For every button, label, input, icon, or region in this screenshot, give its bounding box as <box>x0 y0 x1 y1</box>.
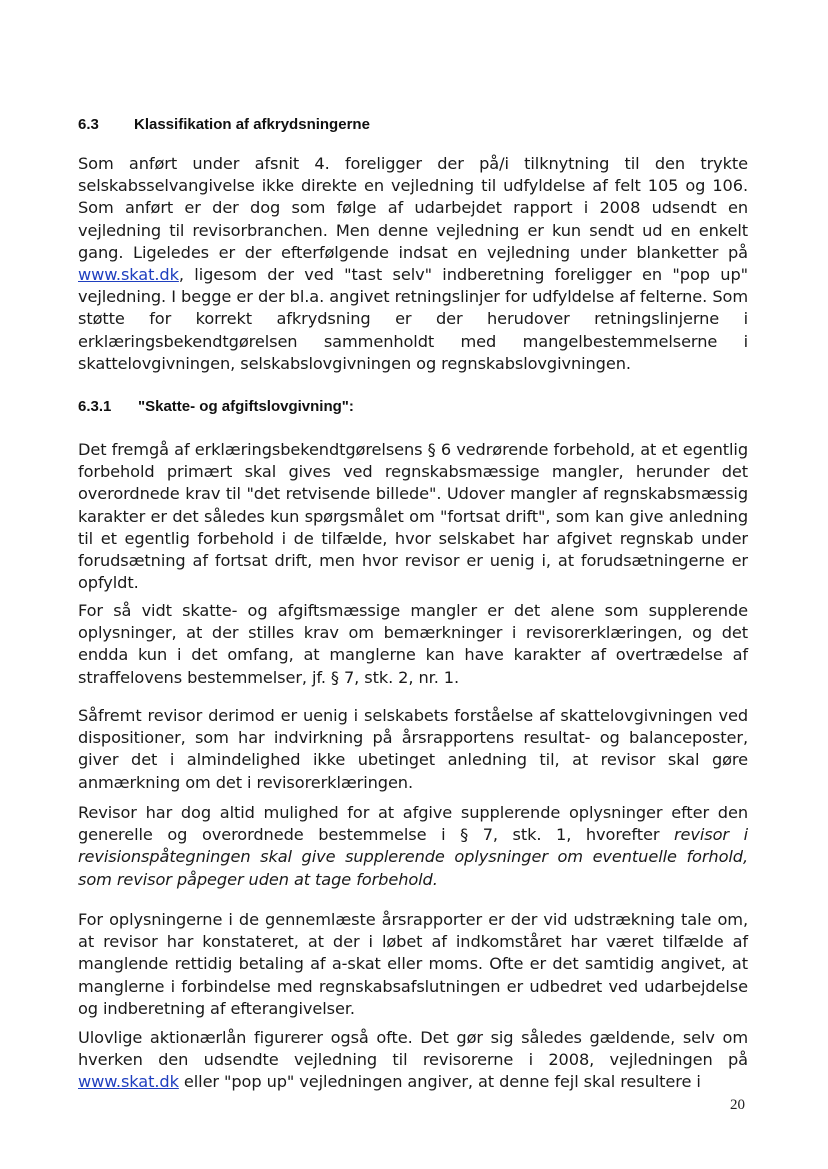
paragraph-1 <box>78 439 748 594</box>
paragraph-3 <box>78 705 748 794</box>
skat-link[interactable]: www.skat.dk <box>78 1072 179 1092</box>
paragraph-text: Det fremgå af erklæringsbekendtgørelsens § 6 vedrørende forbehold, at et egentlig forbehold primært skal gives ved regnskabsmæssige mangler, herunder det overordnede krav til "det retvisende billede". Udover mangler af regnskabsmæssig karakter er det således kun spørgsmålet om "fortsat drift", som kan give anledning til et egentlig forbehold i de tilfælde, hvor selskabet har afgivet regnskab under forudsætning af fortsat drift, men hvor revisor er uenig i, at forudsætningerne er opfyldt. <box>78 440 748 593</box>
paragraph-4 <box>78 802 748 891</box>
paragraph-text: , ligesom der ved "tast selv" indberetning foreligger en "pop up" vejledning. I begge er der bl.a. angivet retningslinjer for udfyldelse af felterne. Som støtte for korrekt afkrydsning er der herudover retningslinjerne i erklæringsbekendtgørelsen sammenholdt med mangelbestemmelserne i skattelovgivningen, selskabslovgivningen og regnskabslovgivningen. <box>78 265 748 373</box>
section-number: 6.3 <box>78 116 99 133</box>
paragraph-text: For så vidt skatte- og afgiftsmæssige mangler er det alene som supplerende oplysninger, at der stilles krav om bemærkninger i revisorerklæringen, og det endda kun i det omfang, at manglerne kan have karakter af overtrædelse af straffelovens bestemmelser, jf. § 7, stk. 2, nr. 1. <box>78 601 748 687</box>
paragraph-6 <box>78 1027 748 1094</box>
paragraph-text: Såfremt revisor derimod er uenig i selskabets forståelse af skattelovgivningen ved dispositioner, som har indvirkning på årsrapportens resultat- og balanceposter, giver det i almindelighed ikke ubetinget anledning til, at revisor skal gøre anmærkning om det i revisorerklæringen. <box>78 706 748 792</box>
subsection-number: 6.3.1 <box>78 398 112 415</box>
paragraph-2 <box>78 600 748 689</box>
italic-quote: revisor i revisionspåtegningen skal give supplerende oplysninger om eventuelle forhold, som revisor påpeger uden at tage forbehold. <box>78 825 748 889</box>
section-heading <box>78 116 370 133</box>
paragraph-text: Som anført under afsnit 4. foreligger der på/i tilknytning til den trykte selskabsselvangivelse ikke direkte en vejledning til udfyldelse af felt 105 og 106. Som anført er der dog som følge af udarbejdet rapport i 2008 udsendt en vejledning til revisorbranchen. Men denne vejledning er kun sendt ud en enkelt gang. Ligeledes er der efterfølgende indsat en vejledning under blanketter på <box>78 154 748 262</box>
section-title: Klassifikation af afkrydsningerne <box>134 116 370 133</box>
paragraph-5 <box>78 909 748 1020</box>
skat-link[interactable]: www.skat.dk <box>78 265 179 285</box>
paragraph-text: Revisor har dog altid mulighed for at afgive supplerende oplysninger efter den generelle og overordnede bestemmelse i § 7, stk. 1, hvorefter <box>78 803 748 845</box>
subsection-heading <box>78 398 354 415</box>
subsection-title: "Skatte- og afgiftslovgivning": <box>138 398 354 415</box>
paragraph-text: eller "pop up" vejledningen angiver, at denne fejl skal resultere i <box>178 1072 701 1092</box>
paragraph-text: Ulovlige aktionærlån figurerer også ofte. Det gør sig således gældende, selv om hverken den udsendte vejledning til revisorerne i 2008, vejledningen på <box>78 1028 748 1070</box>
section-paragraph <box>78 153 748 375</box>
page-number: 20 <box>730 1097 745 1113</box>
paragraph-text: For oplysningerne i de gennemlæste årsrapporter er der vid udstrækning tale om, at revisor har konstateret, at der i løbet af indkomståret har været tilfælde af manglende rettidig betaling af a-skat eller moms. Ofte er det samtidig angivet, at manglerne i forbindelse med regnskabsafslutningen er udbedret ved udarbejdelse og indberetning af efterangivelser. <box>78 910 748 1018</box>
